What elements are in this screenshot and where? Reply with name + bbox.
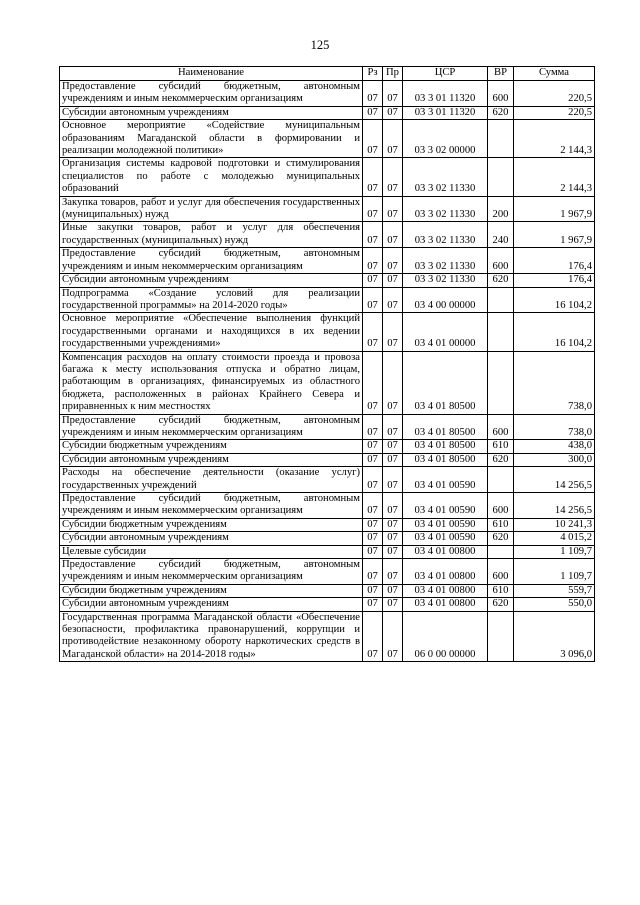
column-header-sum: Сумма: [514, 67, 595, 81]
cell-vr: [488, 287, 514, 313]
table-row: [60, 248, 595, 274]
cell-name: Предоставление субсидий бюджетным, автономным учреждениям и иным некоммерческим организациям: [60, 81, 363, 107]
cell-csr: 03 3 02 00000: [403, 120, 488, 158]
cell-name: Предоставление субсидий бюджетным, автономным учреждениям и иным некоммерческим организациям: [60, 493, 363, 519]
cell-pr: 07: [383, 611, 403, 662]
table-row: [60, 313, 595, 351]
cell-rz: 07: [363, 222, 383, 248]
table-row: [60, 196, 595, 222]
cell-csr: 03 3 02 11330: [403, 196, 488, 222]
cell-sum: 220,5: [514, 81, 595, 107]
cell-sum: 4 015,2: [514, 532, 595, 545]
cell-pr: 07: [383, 81, 403, 107]
cell-pr: 07: [383, 287, 403, 313]
cell-rz: 07: [363, 467, 383, 493]
cell-name: Организация системы кадровой подготовки и стимулирования специалистов по работе с молодежью муниципальных образований: [60, 158, 363, 196]
cell-csr: 03 4 01 80500: [403, 414, 488, 440]
cell-sum: 176,4: [514, 274, 595, 287]
cell-pr: 07: [383, 313, 403, 351]
cell-sum: 176,4: [514, 248, 595, 274]
cell-name: Иные закупки товаров, работ и услуг для обеспечения государственных (муниципальных) нужд: [60, 222, 363, 248]
cell-pr: 07: [383, 106, 403, 119]
cell-rz: 07: [363, 158, 383, 196]
table-row: [60, 467, 595, 493]
table-row: [60, 158, 595, 196]
table-row: [60, 81, 595, 107]
cell-name: Предоставление субсидий бюджетным, автономным учреждениям и иным некоммерческим организациям: [60, 248, 363, 274]
cell-rz: 07: [363, 611, 383, 662]
cell-rz: 07: [363, 493, 383, 519]
table-row: [60, 287, 595, 313]
cell-pr: 07: [383, 584, 403, 597]
page-number: 125: [310, 38, 330, 52]
cell-name: Субсидии бюджетным учреждениям: [60, 440, 363, 453]
cell-vr: 600: [488, 81, 514, 107]
cell-pr: 07: [383, 545, 403, 558]
cell-sum: 1 967,9: [514, 222, 595, 248]
cell-csr: 03 4 01 00590: [403, 493, 488, 519]
cell-vr: [488, 158, 514, 196]
cell-name: Субсидии автономным учреждениям: [60, 532, 363, 545]
cell-sum: 300,0: [514, 453, 595, 466]
cell-name: Государственная программа Магаданской области «Обеспечение безопасности, профилактика правонарушений, коррупции и противодействие незаконному обороту наркотических средств в Магаданской области» на 2014-2018 годы»: [60, 611, 363, 662]
cell-name: Расходы на обеспечение деятельности (оказание услуг) государственных учреждений: [60, 467, 363, 493]
cell-name: Основное мероприятие «Содействие муниципальным образованиям Магаданской области в формировании и реализации молодежной политики»: [60, 120, 363, 158]
cell-vr: 600: [488, 493, 514, 519]
cell-vr: 620: [488, 453, 514, 466]
cell-rz: 07: [363, 106, 383, 119]
cell-rz: 07: [363, 287, 383, 313]
cell-pr: 07: [383, 248, 403, 274]
cell-csr: 06 0 00 00000: [403, 611, 488, 662]
cell-name: Закупка товаров, работ и услуг для обеспечения государственных (муниципальных) нужд: [60, 196, 363, 222]
cell-sum: 2 144,3: [514, 158, 595, 196]
cell-name: Субсидии автономным учреждениям: [60, 453, 363, 466]
cell-csr: 03 4 01 00800: [403, 598, 488, 611]
table-row: [60, 493, 595, 519]
cell-rz: 07: [363, 532, 383, 545]
cell-rz: 07: [363, 196, 383, 222]
cell-name: Предоставление субсидий бюджетным, автономным учреждениям и иным некоммерческим организациям: [60, 559, 363, 585]
cell-csr: 03 4 00 00000: [403, 287, 488, 313]
cell-vr: [488, 467, 514, 493]
cell-pr: 07: [383, 598, 403, 611]
cell-sum: 1 109,7: [514, 559, 595, 585]
table-row: [60, 274, 595, 287]
cell-csr: 03 4 01 00000: [403, 313, 488, 351]
table-row: [60, 414, 595, 440]
cell-csr: 03 4 01 80500: [403, 453, 488, 466]
cell-csr: 03 3 02 11330: [403, 274, 488, 287]
cell-name: Целевые субсидии: [60, 545, 363, 558]
cell-vr: [488, 545, 514, 558]
cell-sum: 10 241,3: [514, 518, 595, 531]
cell-name: Предоставление субсидий бюджетным, автономным учреждениям и иным некоммерческим организациям: [60, 414, 363, 440]
cell-vr: [488, 313, 514, 351]
cell-sum: 1 967,9: [514, 196, 595, 222]
cell-sum: 1 109,7: [514, 545, 595, 558]
cell-pr: 07: [383, 196, 403, 222]
cell-sum: 438,0: [514, 440, 595, 453]
cell-rz: 07: [363, 518, 383, 531]
cell-rz: 07: [363, 351, 383, 414]
cell-pr: 07: [383, 274, 403, 287]
cell-rz: 07: [363, 598, 383, 611]
cell-vr: 600: [488, 559, 514, 585]
cell-vr: 600: [488, 248, 514, 274]
cell-pr: 07: [383, 559, 403, 585]
cell-csr: 03 3 02 11330: [403, 158, 488, 196]
table-row: [60, 106, 595, 119]
cell-rz: 07: [363, 584, 383, 597]
cell-vr: [488, 611, 514, 662]
cell-rz: 07: [363, 81, 383, 107]
table-row: [60, 440, 595, 453]
cell-name: Субсидии бюджетным учреждениям: [60, 518, 363, 531]
cell-csr: 03 4 01 00800: [403, 545, 488, 558]
cell-name: Субсидии автономным учреждениям: [60, 106, 363, 119]
table-row: [60, 222, 595, 248]
cell-name: Подпрограмма «Создание условий для реализации государственной программы» на 2014-2020 годы»: [60, 287, 363, 313]
cell-rz: 07: [363, 440, 383, 453]
cell-csr: 03 4 01 00590: [403, 532, 488, 545]
cell-sum: 738,0: [514, 351, 595, 414]
cell-pr: 07: [383, 440, 403, 453]
column-header-rz: Рз: [363, 67, 383, 81]
cell-pr: 07: [383, 414, 403, 440]
cell-name: Основное мероприятие «Обеспечение выполнения функций государственными органами и находящихся в их ведении государственными учреждениями»: [60, 313, 363, 351]
column-header-name: Наименование: [60, 67, 363, 81]
table-row: [60, 120, 595, 158]
cell-sum: 14 256,5: [514, 493, 595, 519]
cell-rz: 07: [363, 545, 383, 558]
cell-csr: 03 4 01 00800: [403, 584, 488, 597]
cell-sum: 14 256,5: [514, 467, 595, 493]
cell-rz: 07: [363, 313, 383, 351]
cell-vr: 620: [488, 532, 514, 545]
cell-pr: 07: [383, 467, 403, 493]
cell-csr: 03 3 02 11330: [403, 248, 488, 274]
cell-pr: 07: [383, 120, 403, 158]
cell-vr: [488, 120, 514, 158]
cell-rz: 07: [363, 248, 383, 274]
cell-rz: 07: [363, 414, 383, 440]
cell-sum: 559,7: [514, 584, 595, 597]
cell-name: Субсидии автономным учреждениям: [60, 274, 363, 287]
cell-sum: 220,5: [514, 106, 595, 119]
cell-pr: 07: [383, 518, 403, 531]
cell-sum: 16 104,2: [514, 313, 595, 351]
cell-vr: 620: [488, 598, 514, 611]
table-row: [60, 584, 595, 597]
cell-csr: 03 4 01 80500: [403, 440, 488, 453]
cell-vr: 240: [488, 222, 514, 248]
cell-sum: 2 144,3: [514, 120, 595, 158]
table-row: [60, 532, 595, 545]
cell-name: Компенсация расходов на оплату стоимости проезда и провоза багажа к месту использования отпуска и обратно лицам, работающим в организациях, финансируемых из областного бюджета, расположенных в районах Крайнего Севера и приравненных к ним местностях: [60, 351, 363, 414]
cell-rz: 07: [363, 559, 383, 585]
cell-csr: 03 4 01 00800: [403, 559, 488, 585]
cell-name: Субсидии автономным учреждениям: [60, 598, 363, 611]
cell-sum: 550,0: [514, 598, 595, 611]
cell-vr: 620: [488, 274, 514, 287]
cell-vr: 610: [488, 584, 514, 597]
cell-pr: 07: [383, 351, 403, 414]
cell-csr: 03 4 01 80500: [403, 351, 488, 414]
cell-vr: 600: [488, 414, 514, 440]
column-header-csr: ЦСР: [403, 67, 488, 81]
cell-rz: 07: [363, 120, 383, 158]
cell-pr: 07: [383, 158, 403, 196]
cell-rz: 07: [363, 274, 383, 287]
cell-rz: 07: [363, 453, 383, 466]
cell-csr: 03 4 01 00590: [403, 467, 488, 493]
column-header-pr: Пр: [383, 67, 403, 81]
cell-csr: 03 3 01 11320: [403, 106, 488, 119]
column-header-vr: ВР: [488, 67, 514, 81]
cell-sum: 3 096,0: [514, 611, 595, 662]
cell-csr: 03 3 02 11330: [403, 222, 488, 248]
cell-pr: 07: [383, 493, 403, 519]
budget-table: [59, 66, 595, 662]
cell-vr: 610: [488, 440, 514, 453]
cell-vr: [488, 351, 514, 414]
cell-vr: 620: [488, 106, 514, 119]
table-row: [60, 351, 595, 414]
cell-pr: 07: [383, 453, 403, 466]
table-row: [60, 545, 595, 558]
cell-csr: 03 3 01 11320: [403, 81, 488, 107]
table-row: [60, 611, 595, 662]
cell-pr: 07: [383, 532, 403, 545]
table-row: [60, 518, 595, 531]
cell-vr: 200: [488, 196, 514, 222]
cell-sum: 738,0: [514, 414, 595, 440]
cell-vr: 610: [488, 518, 514, 531]
table-row: [60, 453, 595, 466]
table-row: [60, 559, 595, 585]
cell-pr: 07: [383, 222, 403, 248]
table-header-row: [60, 67, 595, 81]
cell-csr: 03 4 01 00590: [403, 518, 488, 531]
cell-name: Субсидии бюджетным учреждениям: [60, 584, 363, 597]
table-row: [60, 598, 595, 611]
cell-sum: 16 104,2: [514, 287, 595, 313]
